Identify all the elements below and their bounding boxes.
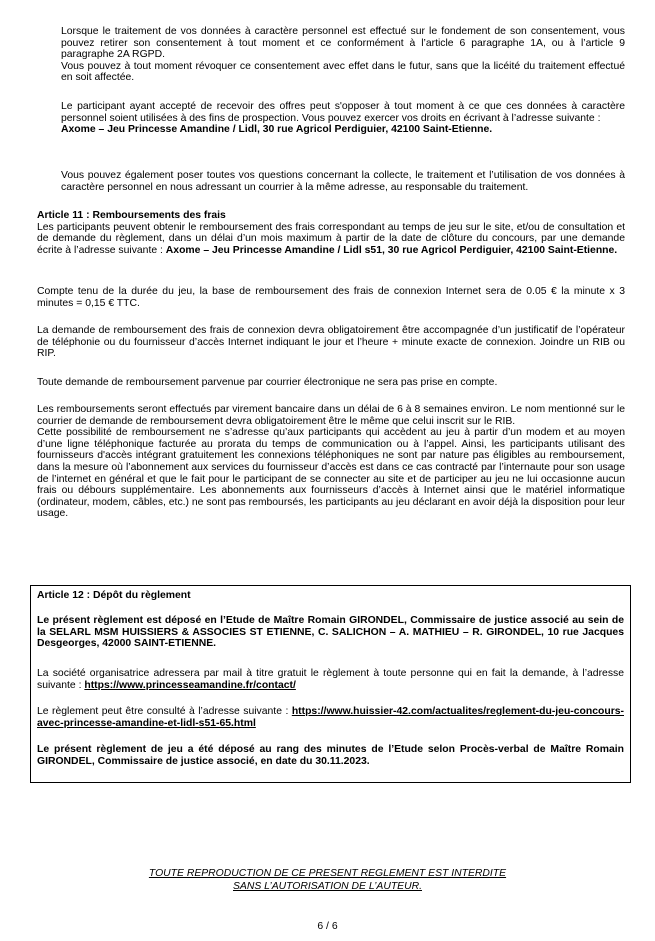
article-12-paragraph-deposit: Le présent règlement est déposé en l’Etude de Maître Romain GIRONDEL, Commissaire de justice associé au sein de la SELARL MSM HUISSIERS & ASSOCIES ST ETIENNE, C. SALICHON – A. MATHIEU – R. GIRONDEL, 10 rue Jacques Desgeorges, 42000 SAINT-ETIENNE. xyxy=(37,615,624,650)
article-11-transfer-block xyxy=(37,404,625,520)
article-12-box xyxy=(30,585,631,783)
paragraph-consent-withdraw: Lorsque le traitement de vos données à caractère personnel est effectué sur le fondement de son consentement, vous pouvez retirer son consentement à tout moment et ce conformément à l’article 6 paragraphe 1A, ou à l’article 9 paragraphe 2A RGPD. xyxy=(61,26,625,61)
paragraph-prospection: Le participant ayant accepté de recevoir des offres peut s'opposer à tout moment à ce que ces données à caractère personnel soient utilisées à des fins de prospection. Vous pouvez exercer vos droits en écrivant à l’adresse suivante : xyxy=(61,101,625,124)
footer-line-1: TOUTE REPRODUCTION DE CE PRESENT REGLEMENT EST INTERDITE xyxy=(148,868,507,879)
article-11-request-block xyxy=(37,325,625,360)
article-12-paragraph-minutes: Le présent règlement de jeu a été déposé au rang des minutes de l’Etude selon Procès-verbal de Maître Romain GIRONDEL, Commissaire de justice associé, en date du 30.11.2023. xyxy=(37,744,624,767)
questions-block xyxy=(61,170,625,193)
address-line: Axome – Jeu Princesse Amandine / Lidl, 30 rue Agricol Perdiguier, 42100 Saint-Etienne. xyxy=(61,124,493,136)
article-12-paragraph-mail: La société organisatrice adressera par mail à titre gratuit le règlement à toute personne qui en fait la demande, à l’adresse suivante : https://www.princesseamandine.fr/contact/ xyxy=(37,668,624,691)
article-12-paragraph-consult: Le règlement peut être consulté à l’adresse suivante : https://www.huissier-42.com/actualites/reglement-du-jeu-concours-avec-princesse-amandine-et-lidl-s51-65.html xyxy=(37,706,624,729)
article-12-title: Article 12 : Dépôt du règlement xyxy=(37,590,191,601)
contact-link[interactable]: https://www.princesseamandine.fr/contact/ xyxy=(84,679,296,691)
article-11-title: Article 11 : Remboursements des frais xyxy=(37,210,226,221)
consent-block xyxy=(61,26,625,84)
article-11-cost-block xyxy=(37,286,625,309)
paragraph-questions: Vous pouvez également poser toutes vos questions concernant la collecte, le traitement et l’utilisation de vos données à caractère personnel en nous adressant un courrier à la même adresse, au responsable du traitement. xyxy=(61,170,625,193)
article-11-paragraph-cost: Compte tenu de la durée du jeu, la base de remboursement des frais de connexion Internet sera de 0.05 € la minute x 3 minutes = 0,15 € TTC. xyxy=(37,286,625,309)
article-11 xyxy=(37,210,625,256)
prospection-block xyxy=(61,101,625,136)
paragraph-consent-revoke: Vous pouvez à tout moment révoquer ce consentement avec effet dans le futur, sans que la licéité du traitement effectué en soit affectée. xyxy=(61,60,625,84)
article-11-paragraph-1: Les participants peuvent obtenir le remboursement des frais correspondant au temps de jeu sur le site, et/ou de consultation et de demande du règlement, dans un délai d’un mois maximum à partir de la date de clôture du concours, par une demande écrite à l’adresse suivante : Axome – Jeu Princesse Amandine / Lidl s51, 30 rue Agricol Perdiguier, 42100 Saint-Etienne. xyxy=(37,221,625,256)
article-11-paragraph-request: La demande de remboursement des frais de connexion devra obligatoirement être accompagnée d’un justificatif de l’opérateur de téléphonie ou du fournisseur d’accès Internet indiquant le jour et l’heure + minute exacte de connexion. Joindre un RIB ou RIP. xyxy=(37,325,625,360)
article-11-paragraph-possibility: Cette possibilité de remboursement ne s’adresse qu’aux participants qui accèdent au jeu à partir d’un modem et au moyen d’une ligne téléphonique facturée au prorata du temps de communication ou à l’appel. Ainsi, les participants utilisant des fournisseurs d'accès intégrant gratuitement les connexions téléphoniques ne sont par nature pas éligibles au remboursement, dans la mesure où l’abonnement aux services du fournisseur d’accès est dans ce cas contracté par l’internaute pour son usage de l’internet en général et que le fait pour le participant de se connecter au site et de participer au jeu ne lui occasionne aucun frais ou débours supplémentaire. Les abonnements aux fournisseurs d’accès à Internet ainsi que le matériel informatique (ordinateur, modem, câbles, etc.) ne sont pas remboursés, les participants au jeu déclarant en avoir déjà la disposition pour leur usage. xyxy=(37,427,625,520)
huissier-link[interactable]: https://www.huissier-42.com/actualites/reglement-du-jeu-concours-avec-princesse-amandine-et-lidl-s51-65.html xyxy=(37,706,624,729)
article-11-email-block xyxy=(37,377,625,389)
page-number: 6 / 6 xyxy=(317,921,338,932)
footer-line-2: SANS L’AUTORISATION DE L’AUTEUR. xyxy=(233,881,422,892)
article-11-paragraph-transfer: Les remboursements seront effectués par virement bancaire dans un délai de 6 à 8 semaines environ. Le nom mentionné sur le courrier de demande de remboursement devra obligatoirement être le même que celui inscrit sur le RIB. xyxy=(37,404,625,427)
article-11-paragraph-email: Toute demande de remboursement parvenue par courrier électronique ne sera pas prise en compte. xyxy=(37,377,498,388)
